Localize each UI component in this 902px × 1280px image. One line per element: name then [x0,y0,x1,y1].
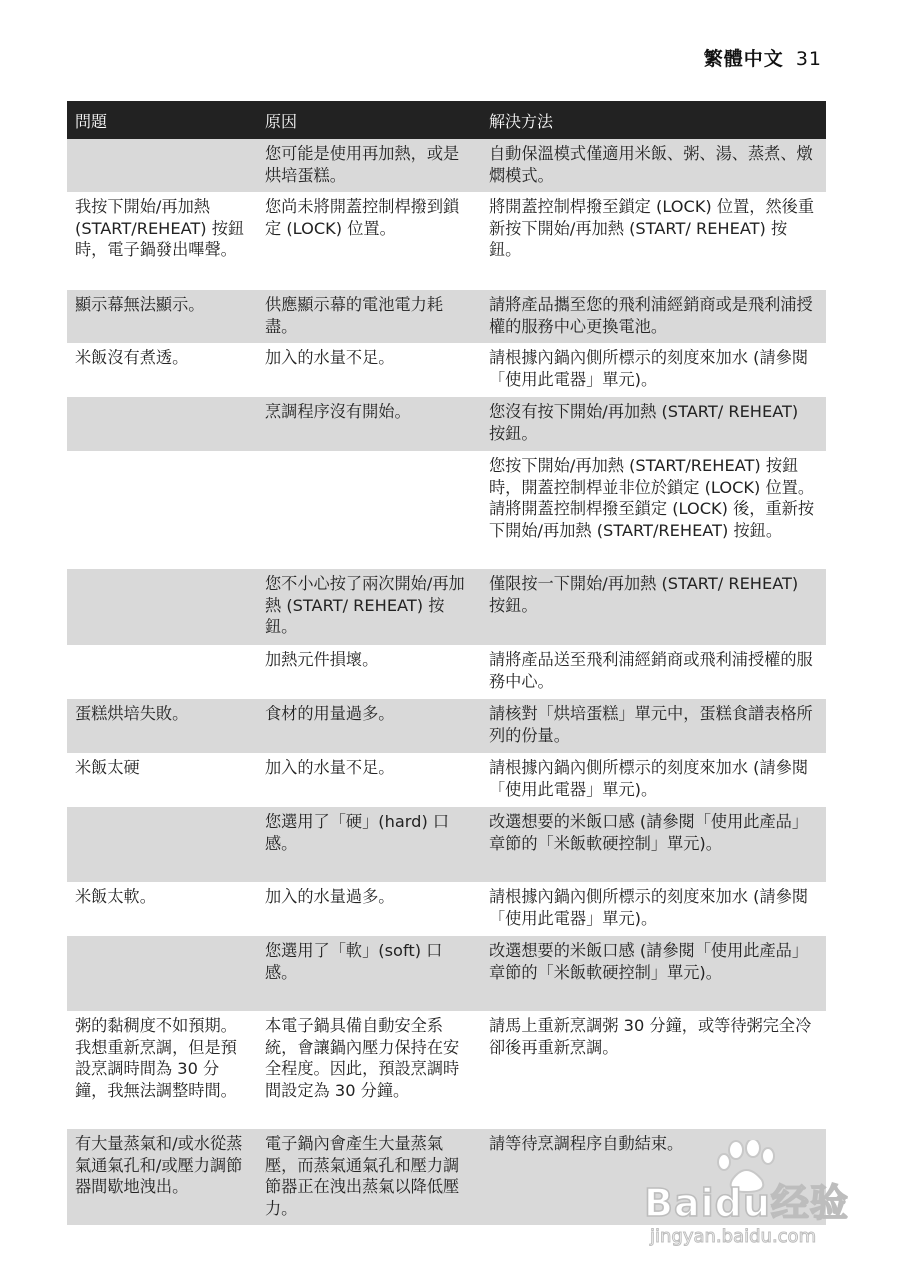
solution-cell: 請根據內鍋內側所標示的刻度來加水 (請參閱「使用此電器」單元)。 [489,758,809,799]
solution-cell: 改選想要的米飯口感 (請參閱「使用此產品」章節的「米飯軟硬控制」單元)。 [481,807,826,882]
cause-cell: 電子鍋內會產生大量蒸氣壓，而蒸氣通氣孔和壓力調節器正在洩出蒸氣以降低壓力。 [257,1129,481,1225]
cause-cell: 您不小心按了兩次開始/再加熱 (START/ REHEAT) 按鈕。 [257,569,481,645]
problem-cell [67,807,257,882]
problem-cell: 有大量蒸氣和/或水從蒸氣通氣孔和/或壓力調節器間歇地洩出。 [67,1129,257,1225]
table-row [67,882,826,936]
table-row [67,451,826,569]
table-row [67,936,826,1011]
solution-cell: 請根據內鍋內側所標示的刻度來加水 (請參閱「使用此電器」單元)。 [489,887,809,928]
solution-cell: 請馬上重新烹調粥 30 分鐘，或等待粥完全冷卻後再重新烹調。 [489,1016,812,1057]
problem-cell [67,451,257,569]
table-row [67,192,826,290]
baidu-jingyan-watermark [640,1140,850,1250]
problem-cell [67,569,257,645]
page-header [704,44,822,71]
table-row [67,807,826,882]
cause-cell: 加入的水量不足。 [265,758,395,777]
watermark-url: jingyan.baidu.com [650,1226,817,1247]
problem-cell [67,936,257,1011]
page-number: 31 [795,48,822,70]
cause-cell: 您選用了「軟」(soft) 口感。 [257,936,481,1011]
table-header-row [67,101,826,139]
solution-cell: 自動保溫模式僅適用米飯、粥、湯、蒸煮、燉燜模式。 [481,139,826,192]
solution-cell: 請將產品攜至您的飛利浦經銷商或是飛利浦授權的服務中心更換電池。 [481,290,826,343]
solution-cell: 僅限按一下開始/再加熱 (START/ REHEAT) 按鈕。 [481,569,826,645]
column-header-cause: 原因 [257,101,481,139]
cause-cell: 加熱元件損壞。 [265,650,379,669]
problem-cell: 蛋糕烘培失敗。 [67,699,257,753]
troubleshooting-table [67,101,826,1225]
cause-cell: 食材的用量過多。 [257,699,481,753]
table-row [67,1011,826,1129]
problem-cell: 顯示幕無法顯示。 [67,290,257,343]
table-row [67,645,826,699]
problem-cell: 米飯太硬 [75,758,140,777]
solution-cell: 請根據內鍋內側所標示的刻度來加水 (請參閱「使用此電器」單元)。 [489,348,809,389]
table-row [67,699,826,753]
problem-cell: 米飯太軟。 [75,887,156,906]
table-row [67,569,826,645]
column-header-problem: 問題 [67,101,257,139]
problem-cell [67,139,257,192]
table-row [67,343,826,397]
table-row [67,290,826,343]
cause-cell: 本電子鍋具備自動安全系統，會讓鍋內壓力保持在安全程度。因此，預設烹調時間設定為 30 分鐘。 [265,1016,460,1100]
watermark-brand: Baidu经验 [644,1181,849,1225]
table-row [67,753,826,807]
cause-cell: 您尚未將開蓋控制桿撥到鎖定 (LOCK) 位置。 [265,197,460,238]
problem-cell: 我按下開始/再加熱 (START/REHEAT) 按鈕時，電子鍋發出嗶聲。 [75,197,245,259]
problem-cell: 米飯沒有煮透。 [75,348,189,367]
cause-cell: 加入的水量不足。 [265,348,395,367]
problem-cell: 粥的黏稠度不如預期。我想重新烹調，但是預設烹調時間為 30 分鐘，我無法調整時間。 [75,1016,237,1100]
cause-cell: 您選用了「硬」(hard) 口感。 [257,807,481,882]
solution-cell: 請將產品送至飛利浦經銷商或飛利浦授權的服務中心。 [489,650,813,691]
cause-cell: 烹調程序沒有開始。 [257,397,481,451]
solution-cell: 您按下開始/再加熱 (START/REHEAT) 按鈕時，開蓋控制桿並非位於鎖定 (LOCK) 位置。請將開蓋控制桿撥至鎖定 (LOCK) 後，重新按下開始/再加熱 (START/REHEAT) 按鈕。 [489,456,815,540]
solution-cell: 改選想要的米飯口感 (請參閱「使用此產品」章節的「米飯軟硬控制」單元)。 [481,936,826,1011]
problem-cell [67,645,257,699]
column-header-solution: 解決方法 [481,101,826,139]
cause-cell: 您可能是使用再加熱，或是烘培蛋糕。 [257,139,481,192]
problem-cell [67,397,257,451]
cause-cell [257,451,481,569]
cause-cell: 供應顯示幕的電池電力耗盡。 [257,290,481,343]
cause-cell: 加入的水量過多。 [265,887,395,906]
solution-cell: 將開蓋控制桿撥至鎖定 (LOCK) 位置，然後重新按下開始/再加熱 (START/ REHEAT) 按鈕。 [489,197,815,259]
table-row [67,139,826,192]
language-label: 繁體中文 [703,48,784,70]
solution-cell: 請核對「烘培蛋糕」單元中，蛋糕食譜表格所列的份量。 [481,699,826,753]
table-row [67,397,826,451]
solution-cell: 請等待烹調程序自動結束。 [481,1129,826,1225]
solution-cell: 您沒有按下開始/再加熱 (START/ REHEAT) 按鈕。 [481,397,826,451]
